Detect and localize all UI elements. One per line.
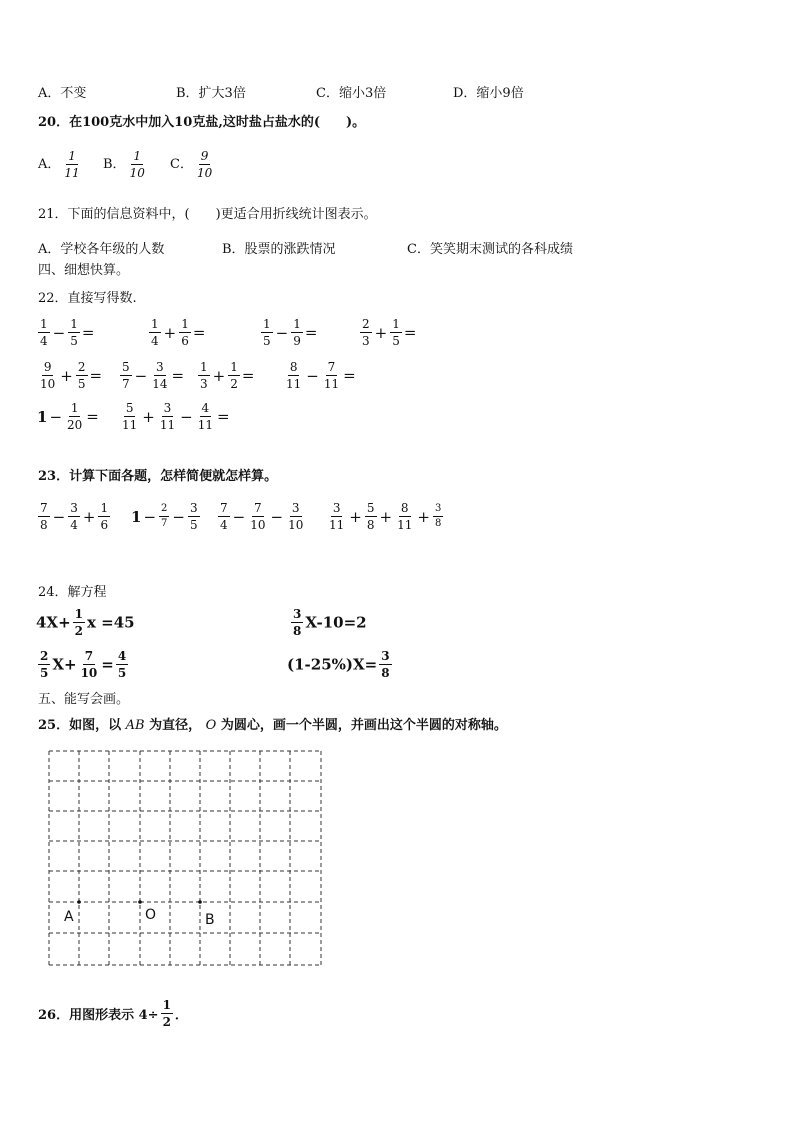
equals-sign: = xyxy=(217,407,230,426)
equation-text: 4X+ xyxy=(36,613,71,632)
center-o-label: O xyxy=(205,718,217,733)
q22-expr xyxy=(358,318,416,347)
fraction xyxy=(291,608,303,637)
equation-text: X-10=2 xyxy=(305,613,367,632)
q19-option-a: A．不变 xyxy=(38,86,87,101)
numerator: 3 xyxy=(293,607,302,621)
fraction xyxy=(98,502,110,531)
denominator: 5 xyxy=(263,334,271,348)
fraction xyxy=(62,150,81,179)
operator: − xyxy=(172,507,185,526)
q21-option-c: C．笑笑期末测试的各科成绩 xyxy=(407,242,573,257)
option-label: B． xyxy=(103,157,126,172)
q23-stem: 23．计算下面各题，怎样简便就怎样算。 xyxy=(38,469,278,484)
q20-option-c xyxy=(170,150,216,179)
section-4-heading: 四、细想快算。 xyxy=(38,263,130,278)
fraction xyxy=(327,502,346,531)
q26-stem xyxy=(38,999,188,1028)
section-5-heading: 五、能写会画。 xyxy=(38,692,130,707)
denominator: 5 xyxy=(117,666,127,680)
numerator: 1 xyxy=(263,317,271,331)
denominator: 6 xyxy=(100,518,109,532)
denominator: 5 xyxy=(40,666,49,680)
segment-ab-label: AB xyxy=(125,718,145,733)
numerator: 9 xyxy=(43,360,52,374)
fraction xyxy=(120,361,132,390)
q22-expr xyxy=(282,361,356,390)
q22-expr xyxy=(147,318,205,347)
fraction xyxy=(248,502,267,531)
fraction xyxy=(261,318,273,347)
denominator: 4 xyxy=(70,518,78,532)
numerator: 1 xyxy=(133,149,142,163)
numerator: 1 xyxy=(74,607,84,621)
numerator: 1 xyxy=(70,317,78,331)
stem-text: 为圆心，画一个半圆，并画出这个半圆的对称轴。 xyxy=(220,718,507,733)
q25-stem xyxy=(38,717,507,735)
denominator: 11 xyxy=(197,418,213,432)
point-a-label: A xyxy=(64,909,74,925)
q21-option-a: A．学校各年级的人数 xyxy=(38,242,165,257)
q24-equation-4 xyxy=(287,650,394,679)
q20-stem: 20．在100克水中加入10克盐,这时盐占盐水的( )。 xyxy=(38,115,366,130)
operator: + xyxy=(349,507,362,526)
fraction xyxy=(128,150,147,179)
denominator: 6 xyxy=(181,334,189,348)
fraction xyxy=(158,402,177,431)
fraction xyxy=(365,502,377,531)
denominator: 4 xyxy=(151,334,159,348)
equation-text: (1-25%)X= xyxy=(287,655,378,674)
numerator: 2 xyxy=(362,317,370,331)
numerator: 7 xyxy=(84,649,94,663)
denominator: 8 xyxy=(434,518,442,529)
numerator: 5 xyxy=(366,501,375,515)
fraction xyxy=(150,361,169,390)
operator: + xyxy=(142,407,155,426)
denominator: 8 xyxy=(40,518,48,532)
fraction xyxy=(149,318,161,347)
fraction xyxy=(116,650,128,679)
denominator: 8 xyxy=(381,666,390,680)
numerator: 4 xyxy=(201,401,210,415)
fraction xyxy=(395,502,414,531)
denominator: 3 xyxy=(362,334,370,348)
denominator: 5 xyxy=(70,334,78,348)
numerator: 3 xyxy=(70,501,78,515)
equals-sign: = xyxy=(192,323,206,342)
q19-option-d: D．缩小9倍 xyxy=(453,86,524,101)
denominator: 5 xyxy=(77,377,86,391)
denominator: 9 xyxy=(293,334,301,348)
denominator: 11 xyxy=(122,418,138,432)
q24-equation-1 xyxy=(36,608,135,637)
denominator: 10 xyxy=(129,166,145,180)
operator: − xyxy=(52,507,66,526)
denominator: 7 xyxy=(161,518,168,529)
operator: − xyxy=(49,407,63,426)
fraction xyxy=(65,402,84,431)
operator: + xyxy=(379,507,393,526)
numerator: 4 xyxy=(117,649,127,663)
equals-sign: = xyxy=(101,655,114,674)
fraction xyxy=(73,608,85,637)
q22-expr xyxy=(118,402,230,431)
point-o-label: O xyxy=(145,907,157,923)
q21-stem: 21．下面的信息资料中，( )更适合用折线统计图表示。 xyxy=(38,207,377,222)
fraction xyxy=(38,502,50,531)
fraction xyxy=(228,361,240,390)
numerator: 5 xyxy=(122,360,130,374)
numerator: 7 xyxy=(220,501,228,515)
denominator: 11 xyxy=(329,518,345,532)
denominator: 4 xyxy=(220,518,228,532)
q20-option-b xyxy=(103,150,149,179)
stem-text: 为直径， xyxy=(149,718,202,733)
denominator: 2 xyxy=(74,624,84,638)
q22-expr xyxy=(259,318,317,347)
operator: − xyxy=(306,366,319,385)
numerator: 1 xyxy=(40,317,48,331)
denominator: 10 xyxy=(80,666,98,680)
q22-expr xyxy=(196,361,254,390)
operator: + xyxy=(212,366,226,385)
fraction xyxy=(79,650,100,679)
denominator: 10 xyxy=(196,166,213,180)
q24-equation-3 xyxy=(36,650,130,679)
equals-sign: = xyxy=(86,407,99,426)
denominator: 10 xyxy=(40,377,56,391)
q24-stem: 24．解方程 xyxy=(38,585,107,600)
denominator: 11 xyxy=(159,418,176,432)
operator: + xyxy=(417,507,430,526)
denominator: 11 xyxy=(286,377,302,391)
denominator: 10 xyxy=(288,518,304,532)
fraction xyxy=(390,318,402,347)
numerator: 1 xyxy=(392,317,400,331)
q22-stem: 22．直接写得数. xyxy=(38,291,137,306)
option-label: A． xyxy=(38,157,61,172)
q22-expr xyxy=(36,318,94,347)
numerator: 1 xyxy=(151,317,159,331)
q22-expr xyxy=(36,361,102,390)
fraction xyxy=(38,650,50,679)
operator: − xyxy=(180,407,193,426)
numerator: 1 xyxy=(100,501,109,515)
denominator: 3 xyxy=(200,377,208,391)
numerator: 1 xyxy=(230,360,238,374)
operator: − xyxy=(143,507,157,526)
fraction xyxy=(360,318,372,347)
numerator: 7 xyxy=(40,501,48,515)
operator: − xyxy=(52,323,66,342)
operator: + xyxy=(82,507,96,526)
fraction xyxy=(68,502,80,531)
equation-text: X+ xyxy=(52,655,77,674)
q21-option-b: B．股票的涨跌情况 xyxy=(222,242,336,257)
denominator: 11 xyxy=(397,518,413,532)
point-b xyxy=(198,900,202,904)
dashed-grid[interactable] xyxy=(48,750,322,966)
numerator: 3 xyxy=(189,501,198,515)
equals-sign: = xyxy=(89,366,103,385)
fraction xyxy=(38,318,50,347)
denominator: 5 xyxy=(392,334,400,348)
numerator: 2 xyxy=(40,649,49,663)
operator: − xyxy=(275,323,289,342)
numerator: 1 xyxy=(162,998,171,1012)
numerator: 3 xyxy=(291,501,300,515)
numerator: 3 xyxy=(332,501,341,515)
operator: + xyxy=(163,323,177,342)
numerator: 3 xyxy=(433,504,443,517)
fraction xyxy=(218,502,230,531)
equals-sign: = xyxy=(304,323,318,342)
equation-text: x =45 xyxy=(87,613,135,632)
fraction xyxy=(161,999,173,1028)
denominator: 5 xyxy=(189,518,198,532)
denominator: 4 xyxy=(40,334,48,348)
denominator: 8 xyxy=(366,518,375,532)
numerator: 5 xyxy=(125,401,134,415)
equals-sign: = xyxy=(241,366,255,385)
q19-option-b: B．扩大3倍 xyxy=(176,86,246,101)
numerator: 2 xyxy=(159,504,169,517)
numerator: 7 xyxy=(254,501,262,515)
fraction xyxy=(195,150,214,179)
numerator: 1 xyxy=(200,360,208,374)
denominator: 2 xyxy=(162,1015,171,1029)
equals-sign: = xyxy=(81,323,95,342)
numerator: 9 xyxy=(200,149,209,163)
denominator: 2 xyxy=(230,377,238,391)
q23-expr xyxy=(130,502,202,531)
q22-expr xyxy=(36,402,99,431)
q19-option-c: C．缩小3倍 xyxy=(316,86,387,101)
q24-equation-2 xyxy=(289,608,367,637)
point-o xyxy=(138,900,142,904)
fraction xyxy=(198,361,210,390)
numerator: 7 xyxy=(327,360,336,374)
q23-expr xyxy=(325,502,445,531)
denominator: 10 xyxy=(250,518,266,532)
operator: + xyxy=(374,323,388,342)
denominator: 20 xyxy=(67,418,83,432)
fraction xyxy=(68,318,80,347)
denominator: 11 xyxy=(64,166,80,180)
whole-number: 1 xyxy=(131,507,142,526)
numerator: 3 xyxy=(163,401,172,415)
q20-option-a xyxy=(38,150,84,179)
grid-lines xyxy=(49,751,321,965)
operator: − xyxy=(270,507,284,526)
denominator: 14 xyxy=(152,377,168,391)
numerator: 2 xyxy=(77,360,86,374)
equals-sign: = xyxy=(403,323,417,342)
numerator: 1 xyxy=(68,149,76,163)
stem-text: 25．如图，以 xyxy=(38,718,122,733)
q22-expr xyxy=(118,361,184,390)
point-b-label: B xyxy=(205,912,215,928)
fraction xyxy=(188,502,200,531)
point-a xyxy=(77,900,81,904)
fraction xyxy=(286,502,305,531)
grid-svg xyxy=(48,750,322,966)
fraction xyxy=(159,504,169,529)
denominator: 7 xyxy=(122,377,130,391)
fraction xyxy=(284,361,303,390)
fraction xyxy=(291,318,303,347)
stem-text: ． xyxy=(174,1008,188,1023)
operator: − xyxy=(232,507,246,526)
q23-expr xyxy=(36,502,112,531)
numerator: 8 xyxy=(289,360,298,374)
fraction xyxy=(120,402,139,431)
fraction xyxy=(179,318,191,347)
numerator: 1 xyxy=(293,317,301,331)
q23-expr xyxy=(216,502,307,531)
fraction xyxy=(322,361,341,390)
denominator: 8 xyxy=(293,624,302,638)
equals-sign: = xyxy=(171,366,185,385)
numerator: 3 xyxy=(381,649,390,663)
numerator: 8 xyxy=(400,501,409,515)
whole-number: 1 xyxy=(37,407,48,426)
operator: − xyxy=(134,366,148,385)
fraction xyxy=(433,504,443,529)
numerator: 1 xyxy=(181,317,189,331)
numerator: 1 xyxy=(70,401,79,415)
fraction xyxy=(196,402,215,431)
stem-text: 26．用图形表示 4÷ xyxy=(38,1008,159,1023)
operator: + xyxy=(60,366,73,385)
denominator: 11 xyxy=(323,377,340,391)
fraction xyxy=(38,361,57,390)
fraction xyxy=(379,650,391,679)
equals-sign: = xyxy=(343,366,356,385)
option-label: C． xyxy=(170,157,193,172)
numerator: 3 xyxy=(156,360,164,374)
fraction xyxy=(76,361,88,390)
